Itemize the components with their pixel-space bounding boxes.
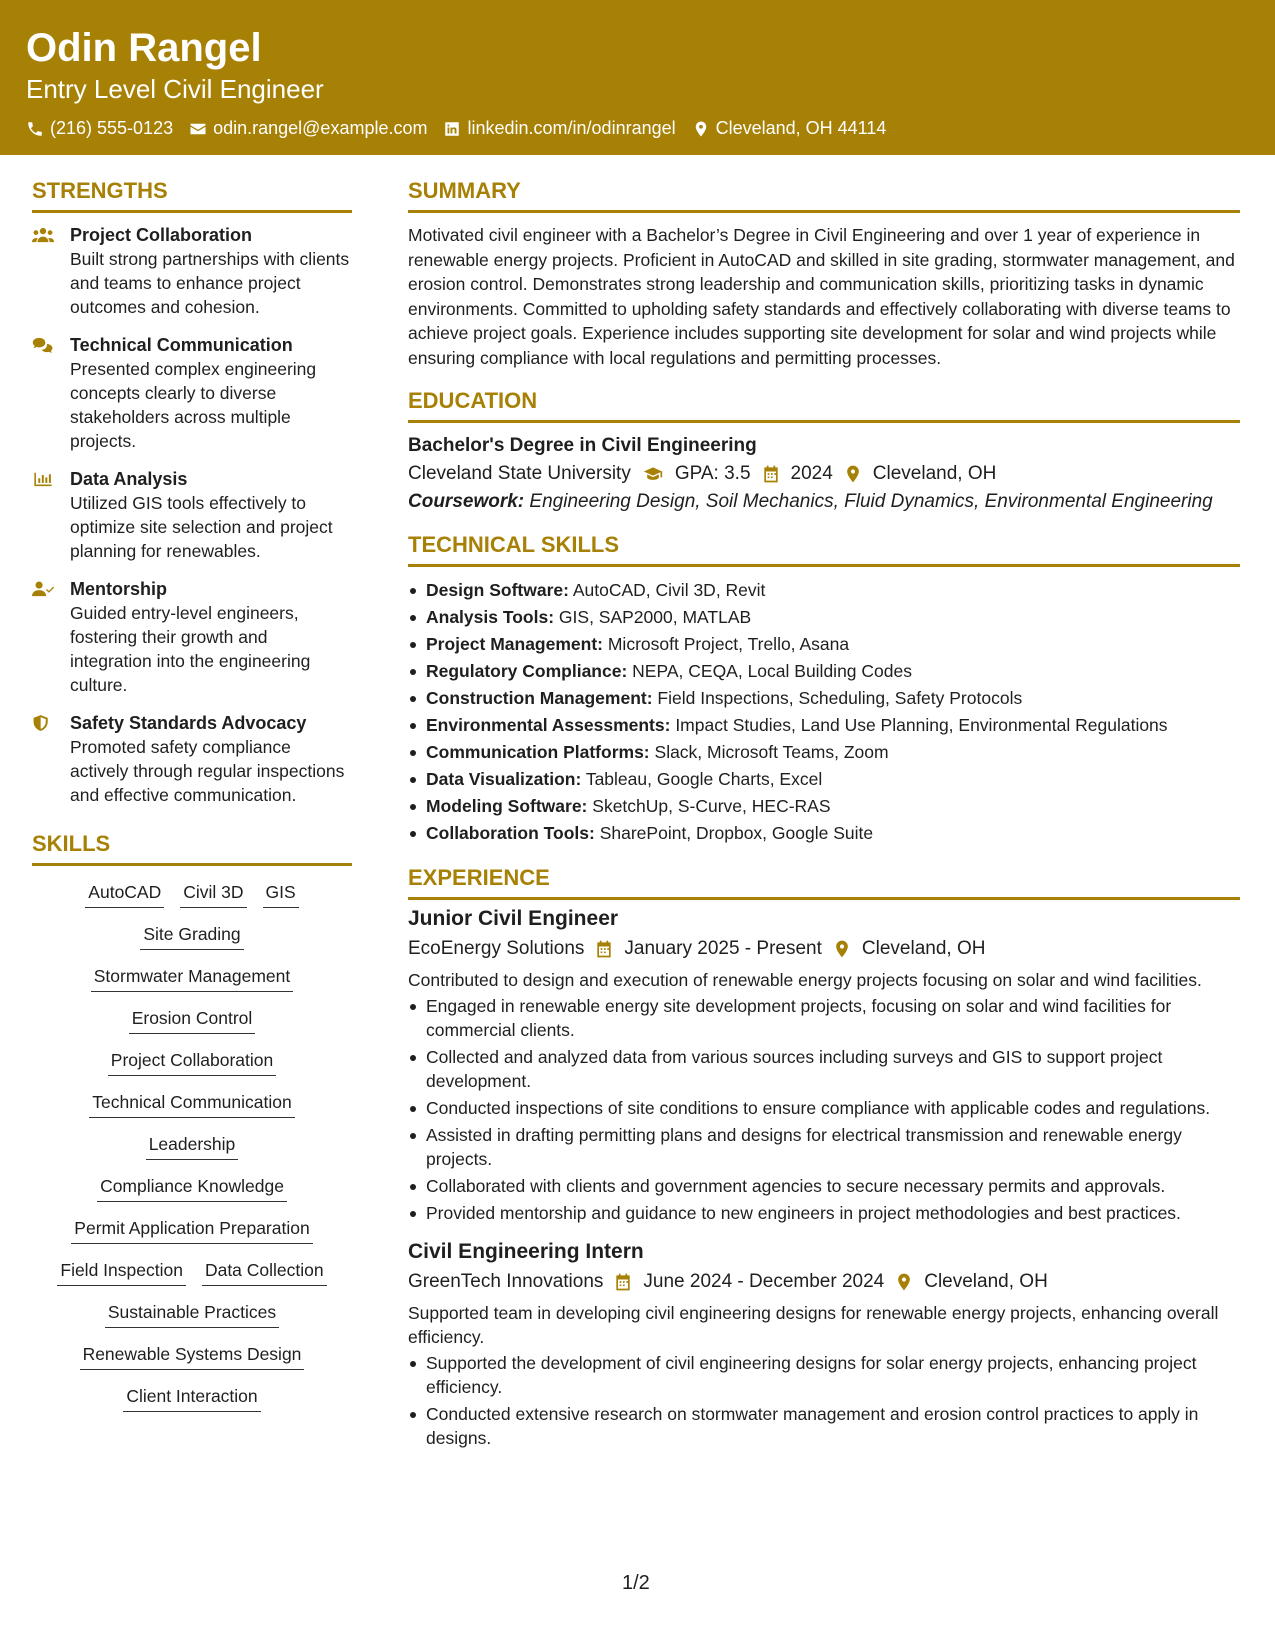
list-item <box>408 631 1240 658</box>
list-item: Supported the development of civil engineering designs for solar energy projects, enhancing project efficiency. <box>408 1351 1240 1399</box>
strength-desc: Built strong partnerships with clients and teams to enhance project outcomes and cohesion. <box>70 249 350 317</box>
skills-list <box>32 876 352 1412</box>
experience-heading: EXPERIENCE <box>408 865 1240 900</box>
tech-skill-label: Communication Platforms: <box>426 742 650 762</box>
skill-tag: Sustainable Practices <box>105 1300 279 1328</box>
contact-location <box>692 118 887 139</box>
calendar-icon <box>613 1272 633 1292</box>
tech-skill-value: Tableau, Google Charts, Excel <box>585 769 823 789</box>
left-column <box>32 178 352 1412</box>
strength-desc: Utilized GIS tools effectively to optimize site selection and project planning for renewables. <box>70 493 333 561</box>
tech-skill-label: Project Management: <box>426 634 603 654</box>
job-location: Cleveland, OH <box>924 1271 1048 1292</box>
technical-skills-list <box>408 577 1240 847</box>
users-icon <box>32 226 54 244</box>
tech-skill-value: GIS, SAP2000, MATLAB <box>558 607 752 627</box>
skill-tag: Project Collaboration <box>108 1048 276 1076</box>
summary-text: Motivated civil engineer with a Bachelor’s Degree in Civil Engineering and over 1 year of experience in renewable energy projects. Proficient in AutoCAD and skilled in site grading, stormwater management, and erosion control. Demonstrates strong leadership and communication skills, prioritizing tasks in dynamic environments. Committed to upholding safety standards and effectively collaborating with diverse teams to achieve project goals. Experience includes supporting site development for solar and wind projects while ensuring compliance with local regulations and permitting processes. <box>408 225 1235 368</box>
education-gpa: GPA: 3.5 <box>674 463 751 484</box>
list-item: Conducted extensive research on stormwater management and erosion control practices to apply in designs. <box>408 1402 1240 1450</box>
shield-icon <box>32 714 54 732</box>
tech-skill-value: Impact Studies, Land Use Planning, Environmental Regulations <box>675 715 1168 735</box>
job-dates: June 2024 - December 2024 <box>643 1271 885 1292</box>
map-pin-icon <box>692 120 710 138</box>
contact-phone[interactable] <box>26 118 173 139</box>
list-item: Engaged in renewable energy site development projects, focusing on solar and wind facilities for commercial clients. <box>408 994 1240 1042</box>
skill-tag: Compliance Knowledge <box>97 1174 287 1202</box>
list-item: Assisted in drafting permitting plans and designs for electrical transmission and renewable energy projects. <box>408 1123 1240 1171</box>
tech-skill-value: Slack, Microsoft Teams, Zoom <box>654 742 889 762</box>
skill-tag: AutoCAD <box>85 880 164 908</box>
tech-skill-label: Modeling Software: <box>426 796 588 816</box>
job-company: EcoEnergy Solutions <box>408 938 585 959</box>
list-item <box>408 739 1240 766</box>
strength-title: Mentorship <box>70 579 167 599</box>
job-title: Civil Engineering Intern <box>408 1240 644 1263</box>
strength-desc: Presented complex engineering concepts clearly to diverse stakeholders across multiple projects. <box>70 359 317 451</box>
phone-text: (216) 555-0123 <box>50 118 174 138</box>
tech-skill-label: Construction Management: <box>426 688 653 708</box>
job-meta <box>408 1267 1240 1297</box>
strengths-heading: STRENGTHS <box>32 178 352 213</box>
job-description: Contributed to design and execution of renewable energy projects focusing on solar and wind facilities. <box>408 970 1202 990</box>
list-item <box>408 793 1240 820</box>
summary-heading: SUMMARY <box>408 178 1240 213</box>
map-pin-icon <box>894 1272 914 1292</box>
list-item: Provided mentorship and guidance to new engineers in project methodologies and best practices. <box>408 1201 1240 1225</box>
tech-skill-value: AutoCAD, Civil 3D, Revit <box>572 580 766 600</box>
job-location: Cleveland, OH <box>861 938 986 959</box>
skill-tag: Leadership <box>146 1132 239 1160</box>
coursework-label: Coursework: <box>408 491 525 512</box>
resume-header <box>0 0 1275 155</box>
strength-title: Safety Standards Advocacy <box>70 713 307 733</box>
job-dates: January 2025 - Present <box>624 938 822 959</box>
job-meta <box>408 934 1240 964</box>
skill-tag: Renewable Systems Design <box>80 1342 305 1370</box>
map-pin-icon <box>843 464 863 484</box>
job-entry <box>408 904 1240 1225</box>
strength-title: Technical Communication <box>70 335 293 355</box>
candidate-title: Entry Level Civil Engineer <box>26 74 324 104</box>
coursework-text: Engineering Design, Soil Mechanics, Fluid Dynamics, Environmental Engineering <box>529 491 1213 512</box>
education-degree: Bachelor's Degree in Civil Engineering <box>408 435 757 456</box>
comments-icon <box>32 336 54 354</box>
job-description: Supported team in developing civil engineering designs for renewable energy projects, enhancing overall efficiency. <box>408 1303 1219 1347</box>
tech-skill-label: Design Software: <box>426 580 569 600</box>
graduation-cap-icon <box>641 464 665 484</box>
skill-tag: Client Interaction <box>123 1384 260 1412</box>
job-bullets <box>408 994 1240 1225</box>
phone-icon <box>26 120 44 138</box>
job-company: GreenTech Innovations <box>408 1271 604 1292</box>
skill-tag: Field Inspection <box>57 1258 186 1286</box>
user-check-icon <box>32 580 54 598</box>
strength-item <box>32 223 352 319</box>
skill-tag: Civil 3D <box>180 880 246 908</box>
job-bullets <box>408 1351 1240 1450</box>
education-location: Cleveland, OH <box>872 463 997 484</box>
education-heading: EDUCATION <box>408 388 1240 423</box>
tech-skill-value: NEPA, CEQA, Local Building Codes <box>632 661 912 681</box>
tech-skill-label: Collaboration Tools: <box>426 823 595 843</box>
skill-tag: Stormwater Management <box>91 964 293 992</box>
tech-skill-label: Environmental Assessments: <box>426 715 671 735</box>
tech-skill-value: SketchUp, S-Curve, HEC-RAS <box>592 796 831 816</box>
skill-tag: Permit Application Preparation <box>71 1216 312 1244</box>
list-item <box>408 820 1240 847</box>
email-text: odin.rangel@example.com <box>213 118 428 138</box>
education-year: 2024 <box>790 463 833 484</box>
tech-skill-label: Data Visualization: <box>426 769 582 789</box>
skill-tag: GIS <box>263 880 299 908</box>
page-number: 1/2 <box>622 1572 650 1594</box>
strength-desc: Guided entry-level engineers, fostering their growth and integration into the engineering culture. <box>70 603 311 695</box>
list-item <box>408 766 1240 793</box>
tech-skill-value: Field Inspections, Scheduling, Safety Protocols <box>657 688 1023 708</box>
list-item <box>408 712 1240 739</box>
location-text: Cleveland, OH 44114 <box>715 118 887 138</box>
contact-email[interactable] <box>189 118 427 139</box>
job-title: Junior Civil Engineer <box>408 907 619 930</box>
strength-title: Data Analysis <box>70 469 188 489</box>
job-entry <box>408 1237 1240 1450</box>
list-item: Collaborated with clients and government agencies to secure necessary permits and approvals. <box>408 1174 1240 1198</box>
tech-skill-label: Analysis Tools: <box>426 607 555 627</box>
education-school: Cleveland State University <box>408 463 631 484</box>
chart-icon <box>32 470 54 488</box>
skill-tag: Technical Communication <box>89 1090 294 1118</box>
strength-item <box>32 711 352 807</box>
list-item: Conducted inspections of site conditions to ensure compliance with applicable codes and regulations. <box>408 1096 1240 1120</box>
technical-skills-heading: TECHNICAL SKILLS <box>408 532 1240 567</box>
skills-heading: SKILLS <box>32 831 352 866</box>
calendar-icon <box>594 939 614 959</box>
envelope-icon <box>189 120 207 138</box>
contact-linkedin[interactable] <box>443 118 675 139</box>
linkedin-text: linkedin.com/in/odinrangel <box>467 118 676 138</box>
skill-tag: Erosion Control <box>129 1006 256 1034</box>
coursework <box>408 489 1240 514</box>
list-item <box>408 658 1240 685</box>
linkedin-icon <box>443 120 461 138</box>
tech-skill-value: Microsoft Project, Trello, Asana <box>607 634 850 654</box>
education-meta <box>408 459 1240 489</box>
strength-item <box>32 577 352 697</box>
list-item <box>408 577 1240 604</box>
skill-tag: Data Collection <box>202 1258 327 1286</box>
list-item <box>408 685 1240 712</box>
strength-item <box>32 333 352 453</box>
tech-skill-value: SharePoint, Dropbox, Google Suite <box>599 823 874 843</box>
strength-desc: Promoted safety compliance actively through regular inspections and effective communication. <box>70 737 345 805</box>
right-column <box>408 178 1240 1462</box>
map-pin-icon <box>832 939 852 959</box>
list-item <box>408 604 1240 631</box>
list-item: Collected and analyzed data from various sources including surveys and GIS to support project development. <box>408 1045 1240 1093</box>
candidate-name: Odin Rangel <box>26 26 262 70</box>
calendar-icon <box>761 464 781 484</box>
strength-title: Project Collaboration <box>70 225 253 245</box>
contact-bar <box>26 118 1275 139</box>
tech-skill-label: Regulatory Compliance: <box>426 661 628 681</box>
strength-item <box>32 467 352 563</box>
skill-tag: Site Grading <box>140 922 243 950</box>
